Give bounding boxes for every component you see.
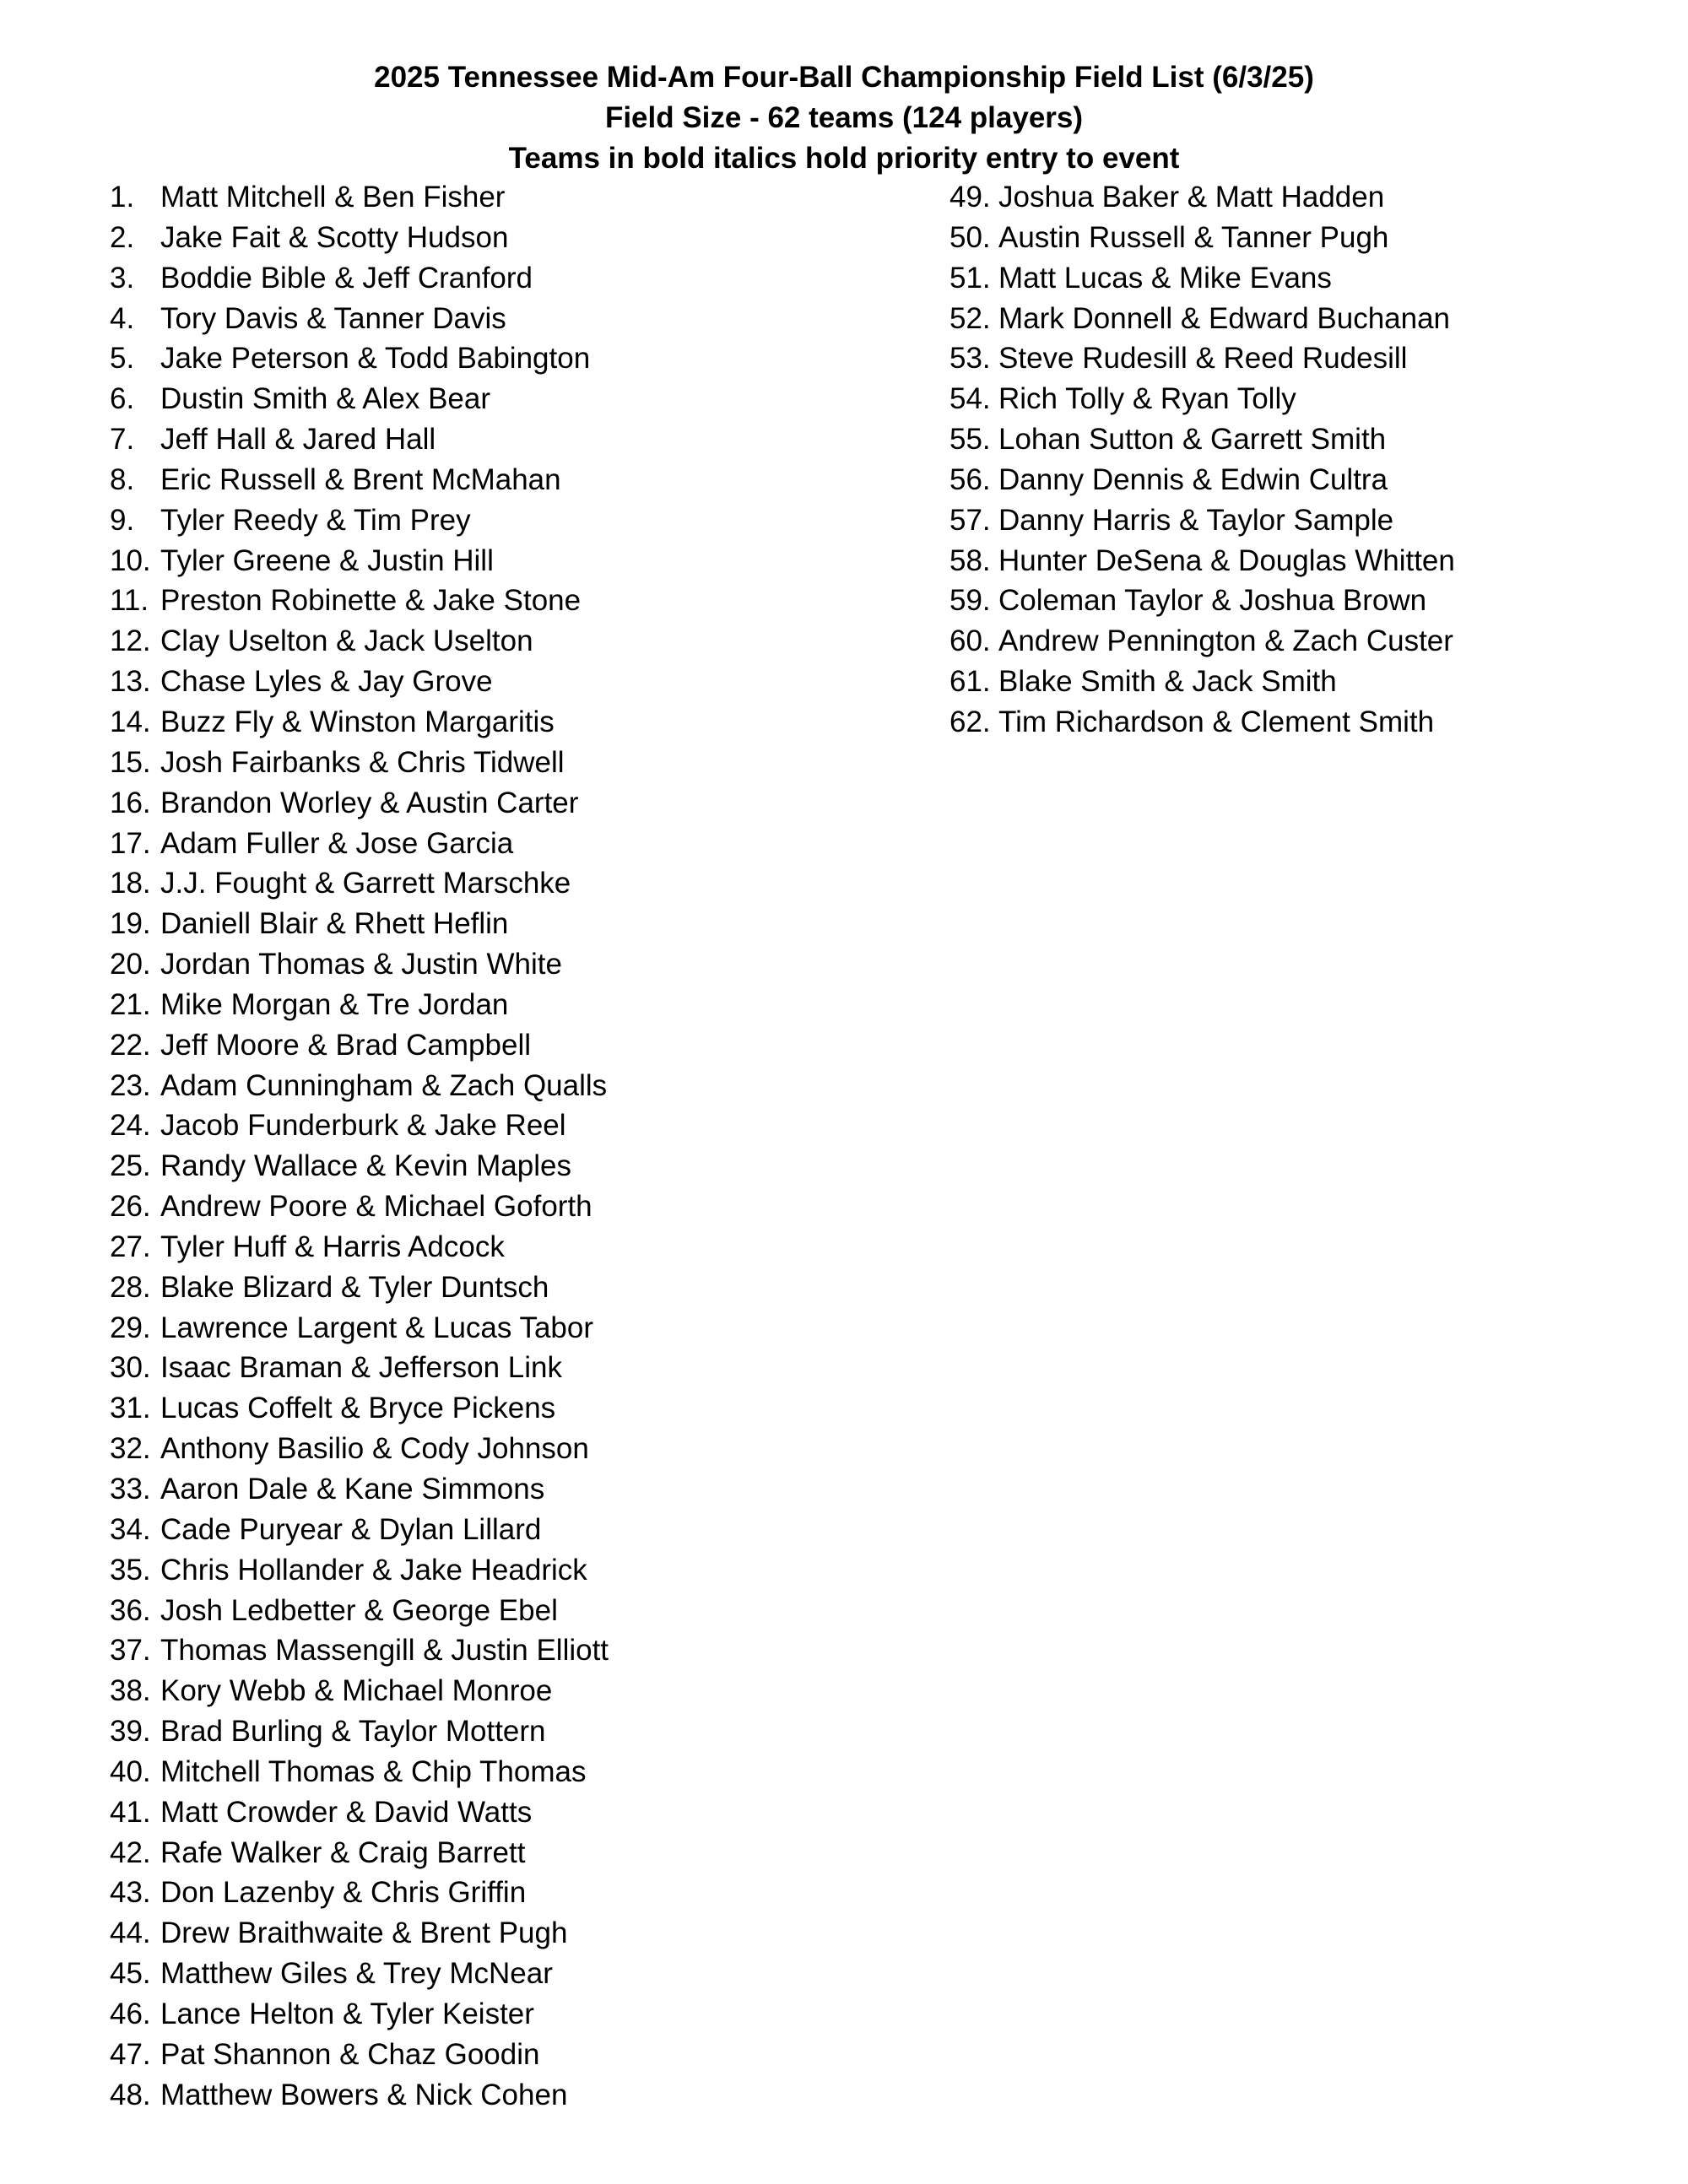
team-number: 18. [110, 867, 151, 900]
team-number: 58. [950, 543, 991, 577]
team-number: 35. [110, 1553, 151, 1587]
team-number: 3. [110, 261, 135, 295]
team-number: 1. [110, 181, 135, 214]
team-names: Blake Blizard & Tyler Duntsch [160, 1270, 549, 1304]
team-number: 24. [110, 1109, 151, 1143]
team-names: Josh Fairbanks & Chris Tidwell [160, 745, 565, 779]
team-number: 25. [110, 1149, 151, 1183]
team-entry [950, 581, 1667, 621]
team-names: Blake Smith & Jack Smith [998, 665, 1337, 699]
team-names: Mitchell Thomas & Chip Thomas [160, 1754, 587, 1788]
team-names: Don Lazenby & Chris Griffin [160, 1876, 527, 1910]
team-number: 34. [110, 1512, 151, 1546]
team-entry [110, 177, 895, 218]
team-names: Cade Puryear & Dylan Lillard [160, 1512, 542, 1546]
team-names: Brandon Worley & Austin Carter [160, 786, 579, 819]
team-entry [110, 500, 895, 541]
team-names: Thomas Massengill & Justin Elliott [160, 1634, 609, 1668]
field-list-right-column [950, 177, 1667, 743]
team-number: 45. [110, 1957, 151, 1991]
team-names: Chris Hollander & Jake Headrick [160, 1553, 587, 1587]
team-names: Matthew Giles & Trey McNear [160, 1957, 553, 1991]
team-entry [110, 1752, 895, 1792]
team-names: Joshua Baker & Matt Hadden [998, 181, 1385, 214]
team-number: 59. [950, 584, 991, 618]
team-entry [110, 1510, 895, 1550]
team-names: Eric Russell & Brent McMahan [160, 462, 561, 496]
team-names: Brad Burling & Taylor Mottern [160, 1715, 546, 1749]
team-number: 4. [110, 301, 135, 335]
team-entry [110, 662, 895, 702]
team-number: 31. [110, 1392, 151, 1425]
team-number: 27. [110, 1230, 151, 1263]
team-names: Randy Wallace & Kevin Maples [160, 1149, 571, 1183]
team-number: 44. [110, 1916, 151, 1950]
team-number: 60. [950, 624, 991, 658]
team-entry [110, 1187, 895, 1227]
team-entry [950, 338, 1667, 379]
team-number: 33. [110, 1473, 151, 1506]
team-names: Isaac Braman & Jefferson Link [160, 1351, 562, 1385]
team-names: Lance Helton & Tyler Keister [160, 1997, 534, 2030]
team-entry [950, 662, 1667, 702]
team-entry [110, 419, 895, 460]
team-entry [110, 379, 895, 419]
team-number: 49. [950, 181, 991, 214]
team-entry [110, 1308, 895, 1349]
team-number: 32. [110, 1432, 151, 1466]
field-list-left-column [110, 177, 895, 2116]
team-number: 21. [110, 987, 151, 1021]
team-entry [110, 1994, 895, 2035]
team-number: 52. [950, 301, 991, 335]
team-names: Clay Uselton & Jack Uselton [160, 624, 533, 658]
team-entry [110, 904, 895, 944]
team-entry [110, 1469, 895, 1510]
team-names: Tim Richardson & Clement Smith [998, 705, 1435, 738]
team-names: Adam Cunningham & Zach Qualls [160, 1068, 608, 1102]
team-number: 11. [110, 584, 149, 618]
team-number: 61. [950, 665, 991, 699]
team-entry [110, 2075, 895, 2116]
team-names: Mike Morgan & Tre Jordan [160, 987, 509, 1021]
team-number: 40. [110, 1754, 151, 1788]
team-entry [110, 1913, 895, 1954]
team-entry [950, 218, 1667, 258]
team-names: Rich Tolly & Ryan Tolly [998, 382, 1296, 416]
team-number: 47. [110, 2037, 151, 2071]
team-entry [110, 783, 895, 824]
team-entry [110, 1873, 895, 1913]
team-entry [110, 2035, 895, 2075]
team-number: 12. [110, 624, 151, 658]
team-names: Tyler Huff & Harris Adcock [160, 1230, 505, 1263]
team-number: 62. [950, 705, 991, 738]
team-names: Lucas Coffelt & Bryce Pickens [160, 1392, 556, 1425]
team-entry [110, 338, 895, 379]
team-number: 30. [110, 1351, 151, 1385]
team-entry [110, 541, 895, 581]
team-entry [950, 541, 1667, 581]
team-number: 13. [110, 665, 151, 699]
team-entry [110, 1711, 895, 1752]
team-names: Mark Donnell & Edward Buchanan [998, 301, 1451, 335]
team-names: J.J. Fought & Garrett Marschke [160, 867, 571, 900]
team-entry [950, 299, 1667, 339]
team-names: Aaron Dale & Kane Simmons [160, 1473, 545, 1506]
team-number: 10. [110, 543, 151, 577]
team-names: Drew Braithwaite & Brent Pugh [160, 1916, 568, 1950]
team-names: Steve Rudesill & Reed Rudesill [998, 342, 1408, 376]
team-entry [110, 1227, 895, 1268]
team-entry [950, 177, 1667, 218]
team-number: 54. [950, 382, 991, 416]
team-entry [110, 985, 895, 1025]
team-names: Kory Webb & Michael Monroe [160, 1674, 553, 1708]
team-number: 53. [950, 342, 991, 376]
team-number: 56. [950, 462, 991, 496]
team-number: 36. [110, 1593, 151, 1627]
team-names: Pat Shannon & Chaz Goodin [160, 2037, 540, 2071]
team-names: Preston Robinette & Jake Stone [160, 584, 582, 618]
team-entry [110, 944, 895, 985]
team-names: Jake Peterson & Todd Babington [160, 342, 591, 376]
team-names: Rafe Walker & Craig Barrett [160, 1835, 526, 1869]
priority-note: Teams in bold italics hold priority entry to event [508, 142, 1180, 175]
team-names: Daniell Blair & Rhett Heflin [160, 907, 509, 941]
team-names: Jeff Moore & Brad Campbell [160, 1028, 532, 1062]
team-number: 7. [110, 423, 135, 457]
team-number: 29. [110, 1311, 151, 1344]
team-number: 37. [110, 1634, 151, 1668]
team-entry [950, 500, 1667, 541]
team-entry [110, 1146, 895, 1187]
team-names: Tyler Reedy & Tim Prey [160, 503, 471, 537]
team-names: Jeff Hall & Jared Hall [160, 423, 436, 457]
team-entry [110, 1388, 895, 1429]
team-number: 23. [110, 1068, 151, 1102]
team-number: 2. [110, 220, 135, 254]
team-names: Danny Harris & Taylor Sample [998, 503, 1394, 537]
team-names: Hunter DeSena & Douglas Whitten [998, 543, 1455, 577]
team-number: 9. [110, 503, 135, 537]
team-entry [110, 218, 895, 258]
team-entry [110, 1792, 895, 1833]
team-names: Matthew Bowers & Nick Cohen [160, 2078, 568, 2111]
team-entry [110, 1268, 895, 1308]
team-number: 51. [950, 261, 991, 295]
team-entry [950, 621, 1667, 662]
team-entry [950, 702, 1667, 743]
team-entry [110, 258, 895, 299]
team-number: 55. [950, 423, 991, 457]
team-entry [110, 299, 895, 339]
team-entry [110, 1348, 895, 1388]
team-number: 48. [110, 2078, 151, 2111]
team-names: Tyler Greene & Justin Hill [160, 543, 494, 577]
team-number: 5. [110, 342, 135, 376]
team-entry [110, 1833, 895, 1873]
team-names: Matt Lucas & Mike Evans [998, 261, 1332, 295]
team-names: Anthony Basilio & Cody Johnson [160, 1432, 589, 1466]
team-entry [110, 621, 895, 662]
team-number: 50. [950, 220, 991, 254]
team-names: Tory Davis & Tanner Davis [160, 301, 506, 335]
team-names: Jacob Funderburk & Jake Reel [160, 1109, 566, 1143]
team-entry [950, 460, 1667, 500]
field-size-line: Field Size - 62 teams (124 players) [604, 101, 1084, 134]
team-names: Chase Lyles & Jay Grove [160, 665, 493, 699]
team-names: Lawrence Largent & Lucas Tabor [160, 1311, 594, 1344]
team-names: Jake Fait & Scotty Hudson [160, 220, 509, 254]
team-names: Andrew Pennington & Zach Custer [998, 624, 1453, 658]
team-number: 57. [950, 503, 991, 537]
team-entry [110, 1954, 895, 1994]
team-entry [110, 1025, 895, 1066]
team-number: 46. [110, 1997, 151, 2030]
team-number: 41. [110, 1795, 151, 1829]
team-names: Josh Ledbetter & George Ebel [160, 1593, 558, 1627]
team-entry [110, 743, 895, 783]
team-names: Danny Dennis & Edwin Cultra [998, 462, 1388, 496]
team-entry [110, 1591, 895, 1631]
team-names: Dustin Smith & Alex Bear [160, 382, 490, 416]
team-number: 15. [110, 745, 151, 779]
team-number: 8. [110, 462, 135, 496]
team-number: 19. [110, 907, 151, 941]
team-number: 22. [110, 1028, 151, 1062]
team-names: Adam Fuller & Jose Garcia [160, 826, 514, 860]
team-names: Matt Crowder & David Watts [160, 1795, 533, 1829]
team-names: Boddie Bible & Jeff Cranford [160, 261, 533, 295]
team-number: 20. [110, 948, 151, 981]
team-entry [950, 379, 1667, 419]
team-entry [110, 1429, 895, 1469]
team-number: 26. [110, 1190, 151, 1224]
team-names: Buzz Fly & Winston Margaritis [160, 705, 555, 738]
team-names: Andrew Poore & Michael Goforth [160, 1190, 592, 1224]
team-entry [110, 1671, 895, 1711]
team-number: 16. [110, 786, 151, 819]
document-header [0, 57, 1688, 179]
team-number: 14. [110, 705, 151, 738]
team-entry [950, 419, 1667, 460]
team-number: 39. [110, 1715, 151, 1749]
team-entry [110, 1106, 895, 1146]
team-number: 17. [110, 826, 151, 860]
team-entry [110, 863, 895, 904]
team-number: 43. [110, 1876, 151, 1910]
team-number: 38. [110, 1674, 151, 1708]
team-names: Lohan Sutton & Garrett Smith [998, 423, 1387, 457]
team-number: 28. [110, 1270, 151, 1304]
team-entry [110, 1630, 895, 1671]
team-names: Austin Russell & Tanner Pugh [998, 220, 1389, 254]
document-title: 2025 Tennessee Mid-Am Four-Ball Championship Field List (6/3/25) [374, 61, 1314, 94]
team-entry [110, 824, 895, 864]
team-number: 42. [110, 1835, 151, 1869]
team-entry [110, 581, 895, 621]
team-entry [110, 702, 895, 743]
team-names: Jordan Thomas & Justin White [160, 948, 562, 981]
team-entry [110, 460, 895, 500]
team-entry [110, 1550, 895, 1591]
team-names: Coleman Taylor & Joshua Brown [998, 584, 1427, 618]
team-number: 6. [110, 382, 135, 416]
team-names: Matt Mitchell & Ben Fisher [160, 181, 506, 214]
team-entry [110, 1066, 895, 1106]
team-entry [950, 258, 1667, 299]
